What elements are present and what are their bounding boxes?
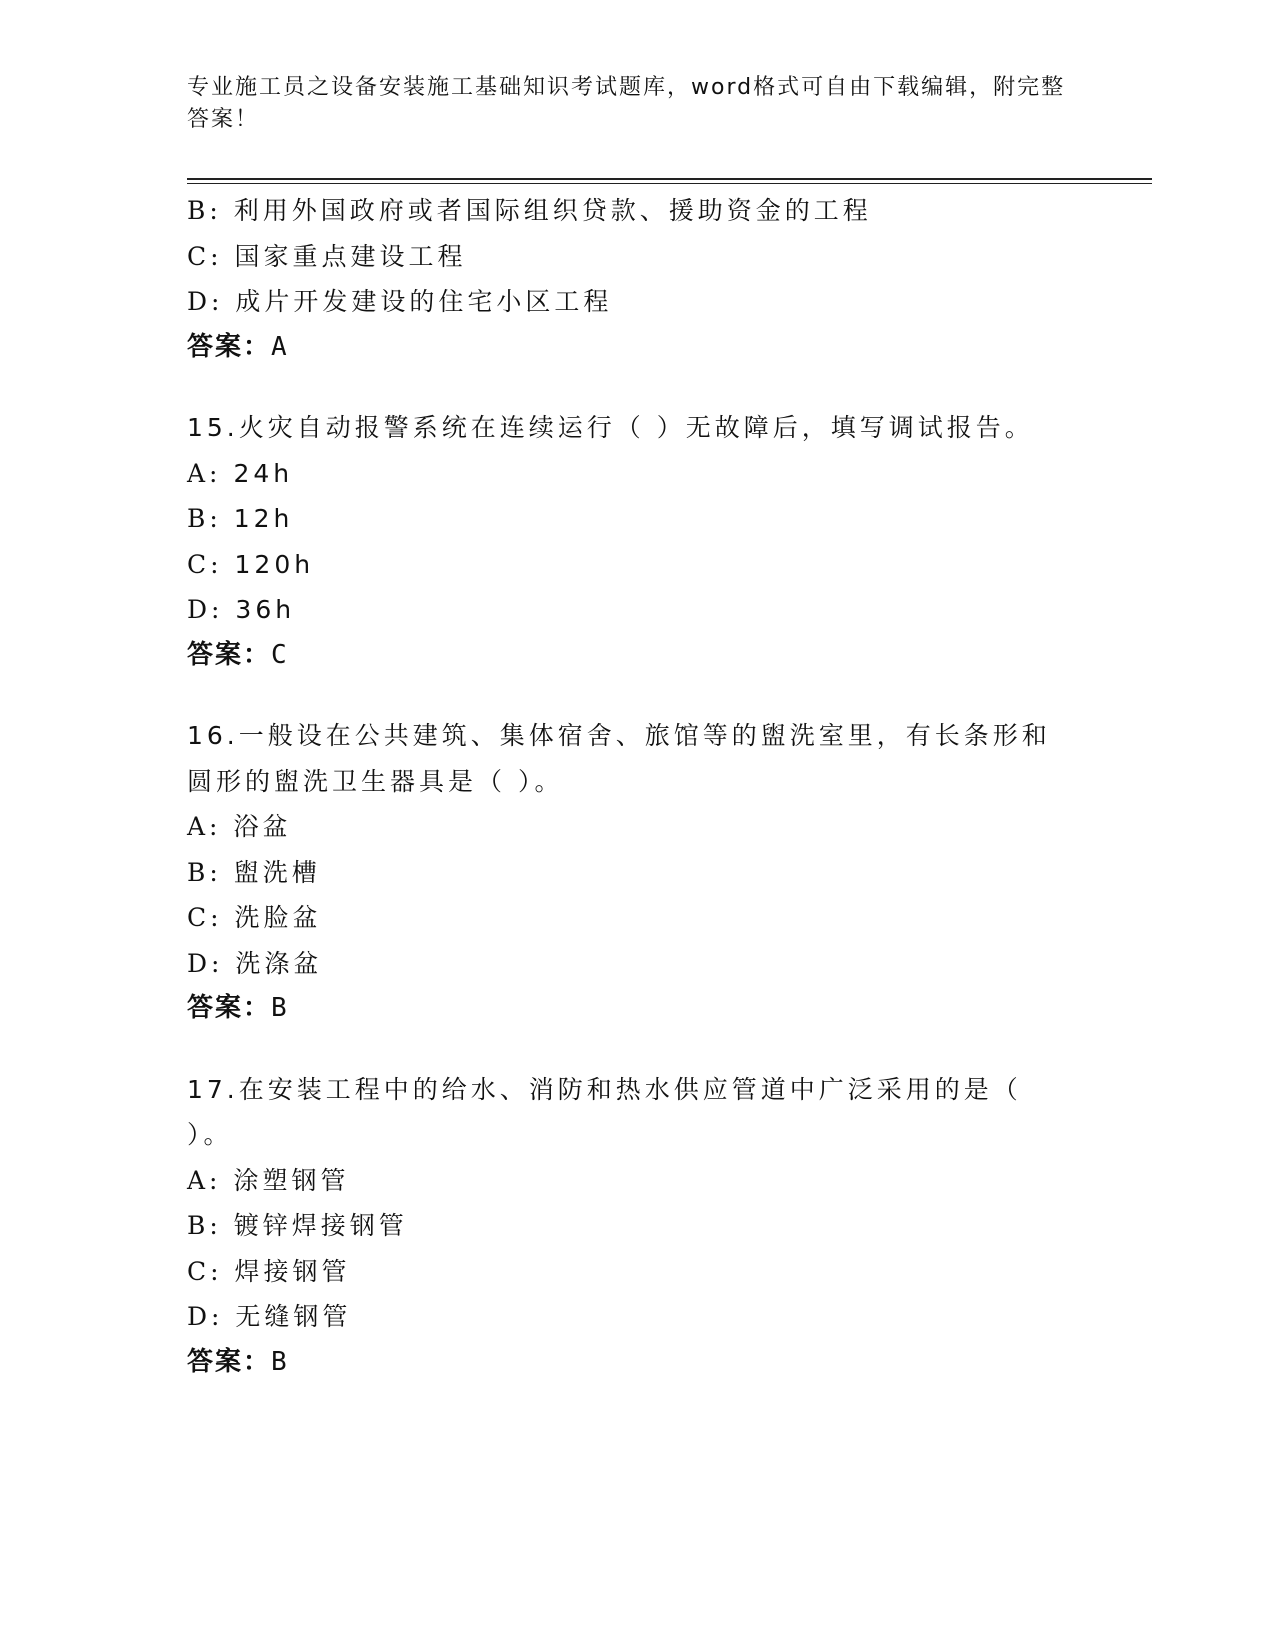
header-divider-thin xyxy=(187,183,1152,184)
option-c: C: 洗脸盆 xyxy=(187,903,322,932)
answer-value: B xyxy=(271,1346,289,1377)
document-header xyxy=(187,72,1067,136)
option-b: B: 镀锌焊接钢管 xyxy=(187,1211,408,1240)
answer-line: 答案：B xyxy=(187,1346,289,1377)
option-d: D: 成片开发建设的住宅小区工程 xyxy=(187,287,613,316)
option-a: A: 浴盆 xyxy=(187,812,292,841)
answer-line: 答案：C xyxy=(187,639,289,670)
question-17 xyxy=(187,1067,1087,1386)
question-14-continued xyxy=(187,188,1087,370)
answer-line: 答案：A xyxy=(187,331,289,362)
question-text: 17.在安装工程中的给水、消防和热水供应管道中广泛采用的是（ ）。 xyxy=(187,1074,1022,1149)
answer-value: C xyxy=(271,639,289,670)
answer-value: B xyxy=(271,993,289,1023)
document-title: 专业施工员之设备安装施工基础知识考试题库，word格式可自由下载编辑，附完整答案！ xyxy=(187,75,1066,132)
question-16 xyxy=(187,713,1087,1032)
answer-line: 答案：B xyxy=(187,993,289,1023)
option-a: A: 涂塑钢管 xyxy=(187,1165,350,1195)
option-d: D: 36h xyxy=(187,595,296,624)
option-b: B: 利用外国政府或者国际组织贷款、援助资金的工程 xyxy=(187,196,872,225)
question-text: 15.火灾自动报警系统在连续运行（ ）无故障后，填写调试报告。 xyxy=(187,413,1034,442)
option-c: C: 120h xyxy=(187,549,315,579)
answer-value: A xyxy=(271,331,289,362)
question-15 xyxy=(187,405,1087,678)
option-b: B: 盥洗槽 xyxy=(187,857,321,887)
option-d: D: 无缝钢管 xyxy=(187,1302,352,1331)
question-text: 16.一般设在公共建筑、集体宿舍、旅馆等的盥洗室里，有长条形和圆形的盥洗卫生器具是（ ）。 xyxy=(187,721,1051,796)
option-c: C: 焊接钢管 xyxy=(187,1256,351,1286)
question-list xyxy=(187,188,1087,1385)
option-c: C: 国家重点建设工程 xyxy=(187,241,467,271)
option-d: D: 洗涤盆 xyxy=(187,948,323,978)
option-a: A: 24h xyxy=(187,458,294,488)
header-divider-thick xyxy=(187,178,1152,180)
option-b: B: 12h xyxy=(187,504,294,533)
